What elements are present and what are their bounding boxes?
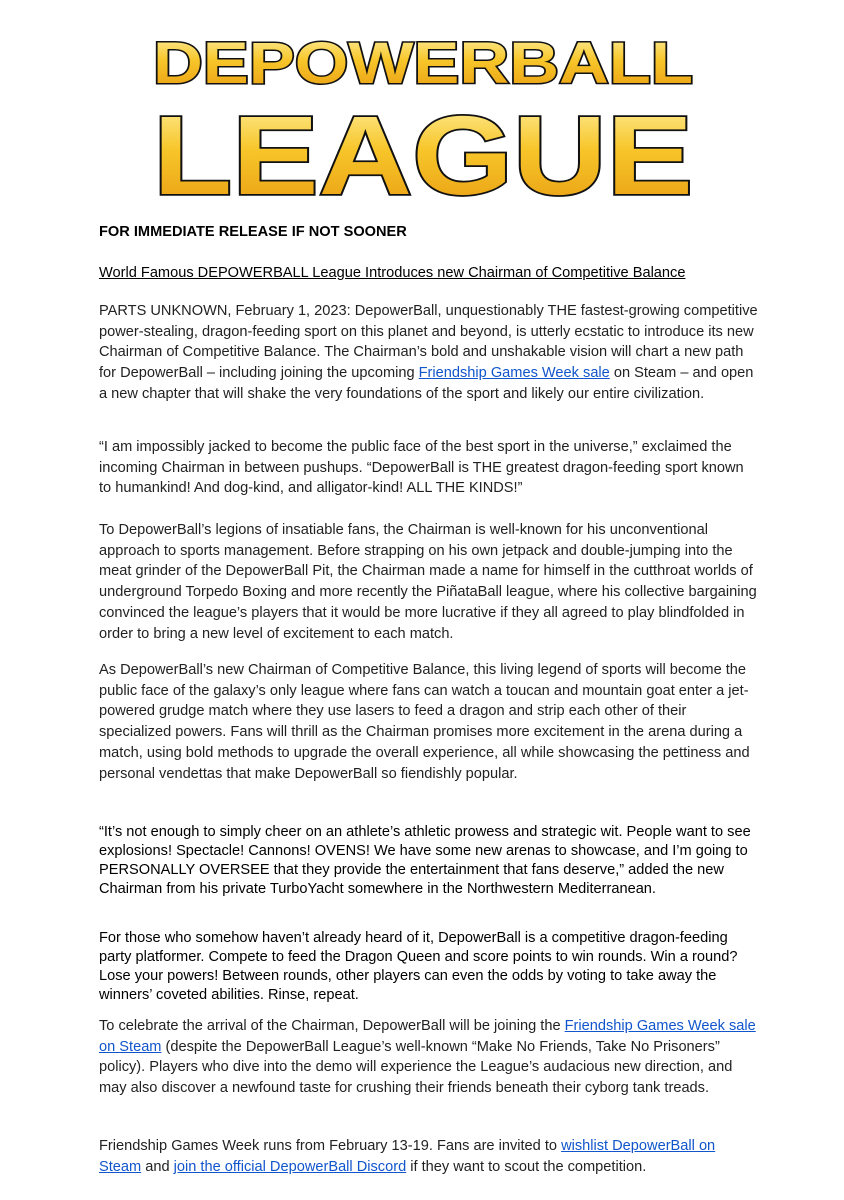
paragraph-celebration: To celebrate the arrival of the Chairman, DepowerBall will be joining the Friendship Games Week sale on Steam (despite the DepowerBall League’s well-known “Make No Friends, Take No Prisoners” policy). Players who dive into the demo will experience the League’s audacious new direction, and may also discover a newfound taste for crushing their friends beneath their cyborg tank treads. <box>99 1018 756 1097</box>
paragraph-event-dates: Friendship Games Week runs from February 13-19. Fans are invited to wishlist DepowerBall on Steam and join the official DepowerBall Discord if they want to scout the competition. <box>99 1138 716 1175</box>
paragraph-spectacle-quote: “It’s not enough to simply cheer on an athlete’s athletic prowess and strategic wit. People want to see explosions! Spectacle! Cannons! OVENS! We have some new arenas to showcase, and I’m going to PERSONALLY OVERSEE that they provide the entertainment that fans deserve,” added the new Chairman from his private TurboYacht somewhere in the Northwestern Mediterranean. <box>99 824 751 897</box>
paragraph-new-role: As DepowerBall’s new Chairman of Competitive Balance, this living legend of sports will become the public face of the galaxy’s only league where fans can watch a toucan and mountain goat enter a jet-powered grudge match where they use lasers to feed a dragon and strip each other of their specialized powers. Fans will thrill as the Chairman promises more excitement in the arena during a match, using bold methods to upgrade the overall experience, all while showcasing the pettiness and personal vendettas that make DepowerBall so fiendishly popular. <box>99 662 750 782</box>
paragraph-chairman-quote: “I am impossibly jacked to become the public face of the best sport in the universe,” exclaimed the incoming Chairman in between pushups. “DepowerBall is THE greatest dragon-feeding sport known to humankind! And dog-kind, and alligator-kind! ALL THE KINDS!” <box>99 439 744 497</box>
depowerball-league-logo <box>150 26 696 202</box>
paragraph-game-description: For those who somehow haven’t already heard of it, DepowerBall is a competitive dragon-feeding party platformer. Compete to feed the Dragon Queen and score points to win rounds. Win a round? Lose your powers! Between rounds, other players can even the odds by voting to take away the winners’ coveted abilities. Rinse, repeat. <box>99 930 738 1003</box>
logo-line-1: DEPOWERBALL <box>153 31 693 96</box>
paragraph-intro: PARTS UNKNOWN, February 1, 2023: DepowerBall, unquestionably THE fastest-growing competitive power-stealing, dragon-feeding sport on this planet and beyond, is utterly ecstatic to introduce its new Chairman of Competitive Balance. The Chairman’s bold and unshakable vision will chart a new path for DepowerBall – including joining the upcoming Friendship Games Week sale on Steam – and open a new chapter that will shake the very foundations of the sport and likely our entire civilization. <box>99 303 758 402</box>
release-label: FOR IMMEDIATE RELEASE IF NOT SOONER <box>99 224 407 240</box>
wishlist-steam-link[interactable]: wishlist DepowerBall on Steam <box>99 1138 716 1175</box>
paragraph-chairman-background: To DepowerBall’s legions of insatiable fans, the Chairman is well-known for his unconventional approach to sports management. Before strapping on his own jetpack and double-jumping into the meat grinder of the DepowerBall Pit, the Chairman made a name for himself in the cutthroat worlds of underground Torpedo Boxing and more recently the PiñataBall league, where his collective bargaining convinced the league’s players that it would be more lucrative if they all agreed to play blindfolded in order to bring a new level of excitement to each match. <box>99 522 757 642</box>
release-subhead: World Famous DEPOWERBALL League Introduces new Chairman of Competitive Balance <box>99 265 686 281</box>
friendship-games-steam-link[interactable]: Friendship Games Week sale on Steam <box>99 1018 756 1055</box>
logo-line-2: LEAGUE <box>153 93 693 202</box>
discord-link[interactable]: join the official DepowerBall Discord <box>173 1158 407 1175</box>
friendship-games-sale-link[interactable]: Friendship Games Week sale <box>418 365 610 382</box>
